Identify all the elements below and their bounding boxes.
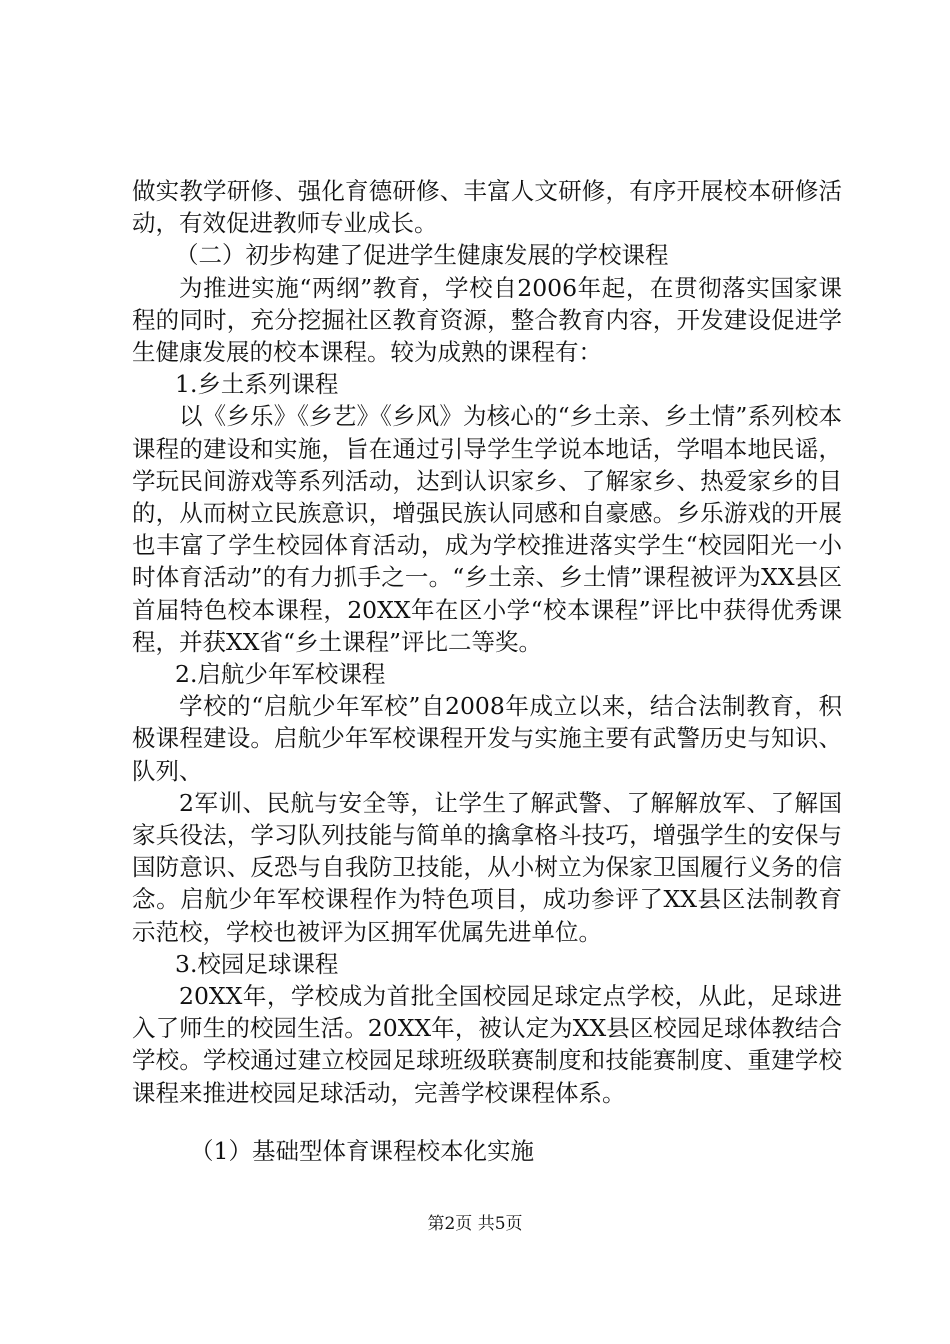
document-body xyxy=(132,175,842,1167)
paragraph-teacher-research: 做实教学研修、强化育德研修、丰富人文研修，有序开展校本研修活动，有效促进教师专业成长。 xyxy=(132,177,842,238)
subheading-junior-military-course: 2.启航少年军校课程 xyxy=(175,660,386,689)
section-heading-school-curriculum: （二）初步构建了促进学生健康发展的学校课程 xyxy=(175,241,669,270)
subheading-campus-football-course: 3.校园足球课程 xyxy=(175,949,339,978)
subheading-local-series-course: 1.乡土系列课程 xyxy=(175,370,339,399)
paragraph-junior-military-course: 学校的“启航少年军校”自2008年成立以来，结合法制教育，积极课程建设。启航少年军校课程开发与实施主要有武警历史与知识、队列、 xyxy=(132,692,842,785)
page-indicator: 第2页 共5页 xyxy=(427,1214,523,1234)
paragraph-curriculum-intro: 为推进实施“两纲”教育，学校自2006年起，在贯彻落实国家课程的同时，充分挖掘社区教育资源，整合教育内容，开发建设促进学生健康发展的校本课程。较为成熟的课程有： xyxy=(132,273,842,367)
paragraph-military-training: 2军训、民航与安全等，让学生了解武警、了解解放军、了解国家兵役法，学习队列技能与简单的擒拿格斗技巧，增强学生的安保与国防意识、反恐与自我防卫技能，从小树立为保家卫国履行义务的信念。启航少年军校课程作为特色项目，成功参评了XX县区法制教育示范校，学校也被评为区拥军优属先进单位。 xyxy=(132,788,842,946)
subheading-basic-pe-course: （1）基础型体育课程校本化实施 xyxy=(190,1136,534,1165)
paragraph-campus-football-course: 20XX年，学校成为首批全国校园足球定点学校，从此，足球进入了师生的校园生活。20XX年，被认定为XX县区校园足球体教结合学校。学校通过建立校园足球班级联赛制度和技能赛制度、重建学校课程来推进校园足球活动，完善学校课程体系。 xyxy=(132,982,842,1107)
page-footer xyxy=(0,1213,950,1235)
paragraph-local-series-course: 以《乡乐》《乡艺》《乡风》为核心的“乡土亲、乡土情”系列校本课程的建设和实施，旨在通过引导学生学说本地话，学唱本地民谣，学玩民间游戏等系列活动，达到认识家乡、了解家乡、热爱家乡的目的，从而树立民族意识，增强民族认同感和自豪感。乡乐游戏的开展也丰富了学生校园体育活动，成为学校推进落实学生“校园阳光一小时体育活动”的有力抓手之一。“乡土亲、乡土情”课程被评为XX县区首届特色校本课程，20XX年在区小学“校本课程”评比中获得优秀课程，并获XX省“乡土课程”评比二等奖。 xyxy=(132,402,842,656)
